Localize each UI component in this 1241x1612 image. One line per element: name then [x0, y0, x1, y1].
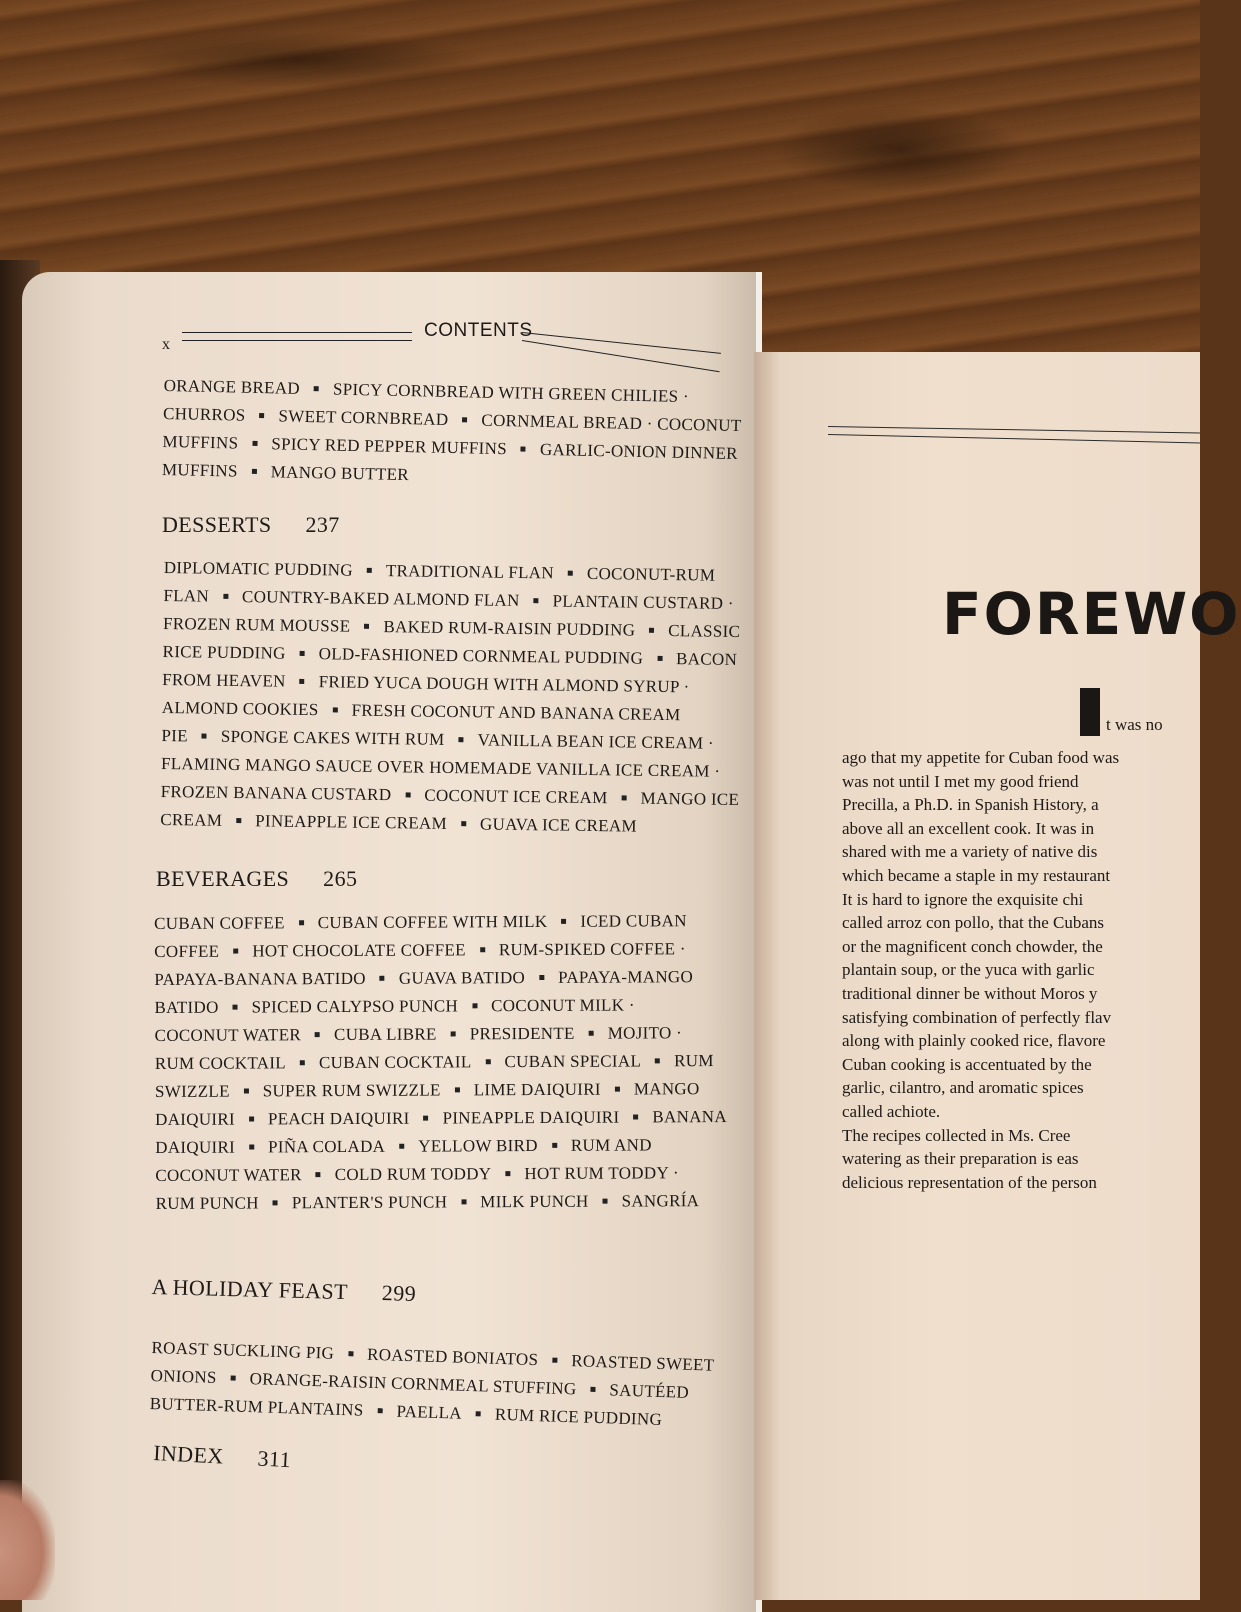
bullet-separator — [377, 1408, 382, 1413]
foreword-line: watering as their preparation is eas — [842, 1149, 1079, 1169]
recipe-entry: COUNTRY-BAKED ALMOND FLAN — [241, 587, 520, 610]
section-heading-beverages — [156, 866, 357, 892]
foreword-line: along with plainly cooked rice, flavore — [842, 1031, 1106, 1051]
recipe-entry: PRESIDENTE — [469, 1023, 575, 1044]
recipe-entry: GUAVA BATIDO — [398, 968, 526, 988]
section-title: DESSERTS — [162, 512, 272, 537]
drop-cap-i — [1080, 688, 1100, 736]
bullet-separator — [300, 651, 305, 656]
section-page: 299 — [381, 1280, 417, 1306]
foreword-line: Cuban cooking is accentuated by the — [842, 1054, 1092, 1074]
recipe-entry: DAIQUIRI — [155, 1109, 235, 1129]
bullet-separator — [461, 821, 466, 826]
bullet-separator — [233, 1005, 238, 1010]
bullet-separator — [462, 417, 467, 422]
foreword-line: garlic, cilantro, and aromatic spices — [842, 1078, 1084, 1098]
bullet-separator — [552, 1143, 557, 1148]
recipe-entry: FROM HEAVEN — [162, 669, 286, 691]
recipe-entry: GARLIC-ONION DINNER — [539, 439, 738, 464]
contents-line — [155, 1131, 735, 1162]
recipe-entry: PAELLA — [396, 1401, 463, 1423]
bullet-separator — [568, 571, 573, 576]
bullet-separator — [589, 1031, 594, 1036]
bullet-separator — [633, 1115, 638, 1120]
recipe-entry: BAKED RUM-RAISIN PUDDING — [383, 617, 636, 640]
bullet-separator — [461, 1199, 466, 1204]
bullet-separator — [505, 1171, 510, 1176]
bullet-separator — [223, 594, 228, 599]
bullet-separator — [314, 386, 319, 391]
foreword-line: or the magnificent conch chowder, the — [842, 936, 1103, 956]
bullet-separator — [476, 1411, 481, 1416]
breads-entries — [162, 372, 744, 496]
recipe-entry: SUPER RUM SWIZZLE — [262, 1080, 441, 1101]
recipe-entry: PINEAPPLE DAIQUIRI — [442, 1107, 620, 1128]
bullet-separator — [333, 707, 338, 712]
header-rule-left-top — [182, 332, 412, 333]
foreword-line: satisfying combination of perfectly flav — [842, 1007, 1112, 1027]
recipe-entry: PIE — [161, 725, 189, 746]
desserts-entries — [160, 554, 744, 842]
recipe-entry: BANANA — [652, 1107, 727, 1127]
bullet-separator — [367, 568, 372, 573]
bullet-separator — [539, 975, 544, 980]
bullet-separator — [202, 734, 207, 739]
bullet-separator — [249, 1117, 254, 1122]
contents-line — [155, 1075, 735, 1106]
recipe-entry: CUBAN COFFEE WITH MILK — [317, 911, 548, 933]
bullet-separator — [315, 1032, 320, 1037]
bullet-separator — [480, 947, 485, 952]
recipe-entry: SPONGE CAKES WITH RUM — [220, 726, 445, 749]
recipe-entry: SAUTÉED — [609, 1380, 690, 1402]
contents-line — [155, 1187, 735, 1218]
foreword-line: The recipes collected in Ms. Cree — [842, 1125, 1071, 1145]
recipe-entry: CUBAN SPECIAL — [504, 1051, 642, 1072]
recipe-entry: RUM AND — [570, 1135, 652, 1155]
recipe-entry: FROZEN RUM MOUSSE — [162, 613, 351, 636]
contents-line — [154, 963, 734, 994]
recipe-entry: CHURROS — [162, 403, 246, 425]
recipe-entry: GUAVA ICE CREAM — [479, 814, 638, 836]
recipe-entry: ORANGE-RAISIN CORNMEAL STUFFING — [249, 1369, 577, 1399]
recipe-entry: MUFFINS — [161, 459, 238, 481]
recipe-entry: RUM-SPIKED COFFEE · — [498, 939, 686, 960]
recipe-entry: RUM COCKTAIL — [154, 1053, 287, 1073]
bullet-separator — [657, 656, 662, 661]
recipe-entry: LIME DAIQUIRI — [473, 1079, 601, 1100]
recipe-entry: COCONUT WATER — [154, 1025, 302, 1045]
bullet-separator — [552, 1358, 557, 1363]
recipe-entry: RICE PUDDING — [162, 641, 286, 663]
bullet-separator — [236, 818, 241, 823]
bullet-separator — [451, 1032, 456, 1037]
header-rule-left-bottom — [182, 340, 412, 341]
recipe-entry: CUBAN COCKTAIL — [318, 1052, 472, 1073]
contents-header — [162, 318, 742, 358]
recipe-entry: SWIZZLE — [154, 1081, 230, 1101]
foreword-line: Precilla, a Ph.D. in Spanish History, a — [842, 795, 1099, 815]
recipe-entry: CORNMEAL BREAD · COCONUT — [481, 410, 742, 436]
recipe-entry: BUTTER-RUM PLANTAINS — [149, 1393, 364, 1420]
bullet-separator — [300, 1060, 305, 1065]
bullet-separator — [615, 1087, 620, 1092]
recipe-entry: FLAMING MANGO SAUCE OVER HOMEMADE VANILLA ICE CREAM · — [160, 753, 721, 781]
thumb — [0, 1480, 55, 1600]
foreword-line: It is hard to ignore the exquisite chi — [842, 889, 1084, 909]
recipe-entry: PINEAPPLE ICE CREAM — [255, 811, 448, 833]
beverages-entries — [154, 907, 736, 1218]
recipe-entry: PEACH DAIQUIRI — [267, 1108, 410, 1129]
contents-line — [154, 907, 734, 938]
bullet-separator — [273, 1200, 278, 1205]
foreword-line: called achiote. — [842, 1101, 941, 1121]
bullet-separator — [455, 1087, 460, 1092]
recipe-entry: COFFEE — [154, 941, 220, 961]
section-page: 265 — [323, 866, 358, 891]
recipe-entry: BATIDO — [154, 997, 219, 1017]
bullet-separator — [244, 1089, 249, 1094]
recipe-entry: HOT RUM TODDY · — [524, 1163, 679, 1184]
bullet-separator — [424, 1116, 429, 1121]
bullet-separator — [252, 441, 257, 446]
recipe-entry: OLD-FASHIONED CORNMEAL PUDDING — [318, 644, 644, 668]
recipe-entry: TRADITIONAL FLAN — [385, 561, 555, 583]
recipe-entry: SPICY CORNBREAD WITH GREEN CHILIES · — [332, 379, 690, 406]
recipe-entry: ROAST SUCKLING PIG — [151, 1337, 335, 1363]
recipe-entry: ICED CUBAN — [580, 911, 687, 931]
recipe-entry: COCONUT WATER — [155, 1165, 302, 1185]
contents-line — [154, 991, 734, 1022]
foreword-body — [842, 746, 1202, 1194]
foreword-line: ago that my appetite for Cuban food was — [842, 748, 1120, 767]
bullet-separator — [364, 624, 369, 629]
recipe-entry: PLANTER'S PUNCH — [291, 1192, 448, 1213]
bullet-separator — [655, 1058, 660, 1063]
recipe-entry: SANGRÍA — [621, 1191, 700, 1211]
bullet-separator — [534, 598, 539, 603]
recipe-entry: PLANTAIN CUSTARD · — [552, 591, 734, 613]
recipe-entry: MILK PUNCH — [480, 1191, 589, 1212]
recipe-entry: ALMOND COOKIES — [161, 697, 319, 720]
recipe-entry: FRESH COCONUT AND BANANA CREAM — [351, 700, 681, 725]
bullet-separator — [459, 737, 464, 742]
recipe-entry: SWEET CORNBREAD — [278, 406, 449, 429]
recipe-entry: ONIONS — [150, 1365, 217, 1388]
section-page: 311 — [256, 1445, 292, 1473]
bullet-separator — [399, 1144, 404, 1149]
recipe-entry: FLAN — [163, 585, 210, 606]
recipe-entry: RUM — [674, 1051, 714, 1071]
section-heading-desserts — [162, 512, 340, 538]
bullet-separator — [649, 628, 654, 633]
bullet-separator — [316, 1172, 321, 1177]
recipe-entry: MANGO — [633, 1079, 700, 1099]
foreword-line: was not until I met my good friend — [842, 771, 1079, 791]
foreword-line: delicious representation of the person — [842, 1172, 1097, 1192]
contents-line — [154, 935, 734, 966]
foreword-line: which became a staple in my restaurant — [842, 865, 1111, 885]
recipe-entry: PAPAYA-MANGO — [558, 967, 694, 987]
recipe-entry: COCONUT ICE CREAM — [424, 785, 608, 808]
recipe-entry: COCONUT-RUM — [586, 563, 716, 585]
bullet-separator — [252, 469, 257, 474]
bullet-separator — [472, 1003, 477, 1008]
recipe-entry: COLD RUM TODDY — [334, 1164, 492, 1185]
running-head: CONTENTS — [424, 320, 533, 341]
section-title: A HOLIDAY FEAST — [151, 1274, 349, 1305]
recipe-entry: RUM PUNCH — [155, 1193, 259, 1213]
section-page: 237 — [305, 512, 340, 537]
bullet-separator — [299, 920, 304, 925]
foreword-line: called arroz con pollo, that the Cubans — [842, 913, 1104, 933]
recipe-entry: PIÑA COLADA — [268, 1136, 386, 1157]
header-rule-right-top — [522, 332, 721, 354]
contents-line — [155, 1159, 735, 1190]
recipe-entry: CREAM — [160, 809, 223, 830]
recipe-entry: MANGO ICE — [640, 788, 740, 810]
bullet-separator — [380, 976, 385, 981]
recipe-entry: ROASTED BONIATOS — [366, 1344, 539, 1370]
recipe-entry: CUBA LIBRE — [333, 1024, 437, 1045]
recipe-entry: CUBAN COFFEE — [154, 913, 285, 933]
recipe-entry: YELLOW BIRD — [418, 1135, 538, 1156]
foreword-line: plantain soup, or the yuca with garlic — [842, 960, 1095, 980]
bullet-separator — [405, 792, 410, 797]
recipe-entry: SPICY RED PEPPER MUFFINS — [271, 434, 508, 459]
foreword-line: above all an excellent cook. It was in — [842, 818, 1095, 838]
recipe-entry: DAIQUIRI — [155, 1137, 236, 1157]
section-title: INDEX — [152, 1440, 225, 1469]
recipe-entry: MUFFINS — [162, 431, 239, 453]
recipe-entry: COCONUT MILK · — [491, 995, 635, 1016]
recipe-entry: BACON — [675, 649, 738, 670]
bullet-separator — [231, 1376, 236, 1381]
recipe-entry: FROZEN BANANA CUSTARD — [160, 781, 392, 805]
bullet-separator — [348, 1351, 353, 1356]
bullet-separator — [622, 796, 627, 801]
recipe-entry: PAPAYA-BANANA BATIDO — [154, 968, 366, 989]
bullet-separator — [233, 949, 238, 954]
foreword-first-line: t was no — [1106, 715, 1163, 734]
recipe-entry: HOT CHOCOLATE COFFEE — [252, 940, 466, 961]
bullet-separator — [249, 1145, 254, 1150]
recipe-entry: FRIED YUCA DOUGH WITH ALMOND SYRUP · — [318, 672, 690, 697]
foreword-line: shared with me a variety of native dis — [842, 842, 1098, 862]
bullet-separator — [486, 1059, 491, 1064]
contents-line — [155, 1019, 735, 1050]
bullet-separator — [561, 919, 566, 924]
foreword-title: FOREWO — [942, 580, 1241, 648]
recipe-entry: MOJITO · — [607, 1023, 683, 1043]
recipe-entry: DIPLOMATIC PUDDING — [163, 557, 354, 580]
bullet-separator — [590, 1387, 595, 1392]
recipe-entry: ROASTED SWEET — [570, 1351, 715, 1375]
recipe-entry: ORANGE BREAD — [163, 375, 301, 398]
contents-line — [155, 1103, 735, 1134]
recipe-entry: MANGO BUTTER — [270, 462, 410, 485]
recipe-entry: VANILLA BEAN ICE CREAM · — [477, 730, 715, 753]
bullet-separator — [259, 413, 264, 418]
page-marker: x — [162, 336, 170, 353]
recipe-entry: RUM RICE PUDDING — [494, 1404, 663, 1430]
recipe-entry: CLASSIC — [668, 621, 741, 642]
contents-line — [155, 1047, 735, 1078]
recipe-entry: SPICED CALYPSO PUNCH — [251, 996, 459, 1017]
bullet-separator — [603, 1199, 608, 1204]
foreword-line: traditional dinner be without Moros y — [842, 983, 1098, 1003]
bullet-separator — [300, 679, 305, 684]
bullet-separator — [521, 447, 526, 452]
section-title: BEVERAGES — [156, 866, 290, 891]
